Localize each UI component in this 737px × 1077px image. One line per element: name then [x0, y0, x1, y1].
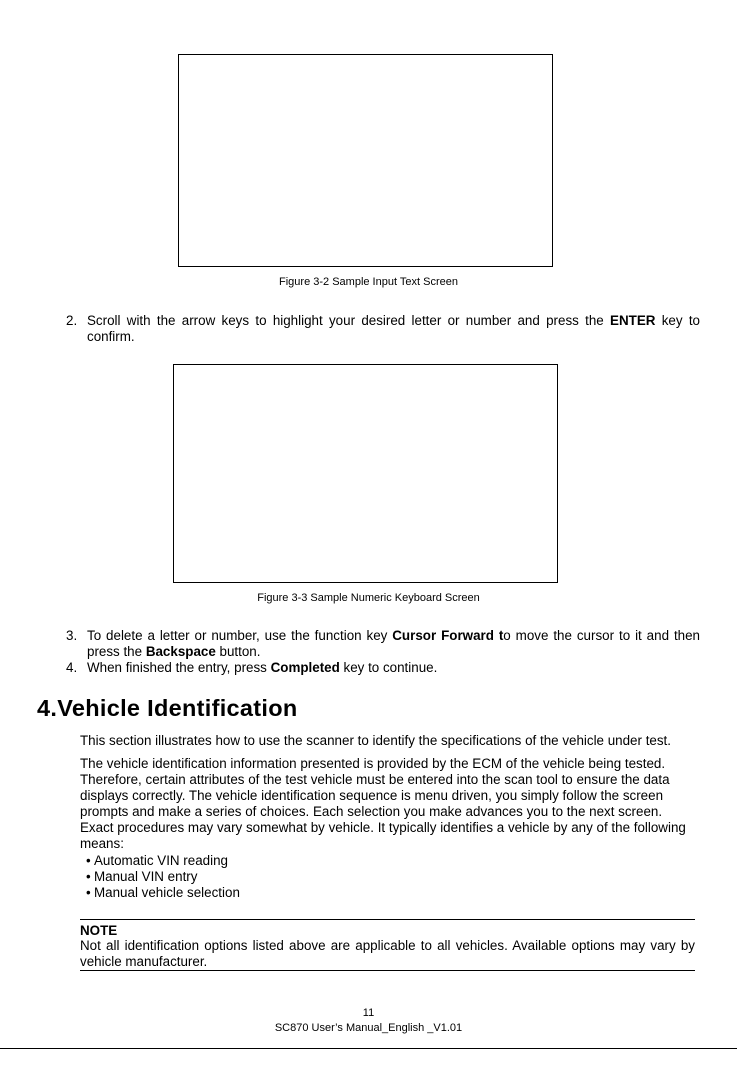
step-text-part: key to confirm.: [87, 313, 701, 344]
section-intro: This section illustrates how to use the scanner to identify the specifications of the vehicle under test.: [80, 733, 671, 748]
list-item-text: Automatic VIN reading: [94, 853, 228, 868]
page-number: 11: [362, 1007, 375, 1019]
page-bottom-rule: [0, 1048, 737, 1049]
step-4: [66, 660, 700, 676]
list-item: [86, 869, 240, 885]
step-text: [87, 313, 700, 345]
list-item: [86, 853, 240, 869]
identification-methods-list: [86, 853, 240, 901]
figure-3-3-caption: Figure 3-3 Sample Numeric Keyboard Screen: [257, 592, 480, 604]
manual-version: SC870 User’s Manual_English _V1.01: [274, 1022, 463, 1034]
key-backspace: Backspace: [145, 644, 216, 659]
step-3: [66, 628, 700, 660]
step-2: [66, 313, 700, 345]
step-number: 4.: [66, 660, 78, 675]
key-cursor-forward: Cursor Forward t: [392, 628, 504, 643]
note-title: NOTE: [80, 923, 118, 938]
note-top-rule: [80, 919, 695, 920]
step-text-part: button.: [215, 644, 261, 659]
step-text-part: key to continue.: [339, 660, 438, 675]
figure-3-2-image: [178, 54, 553, 267]
note-text: Not all identification options listed above are applicable to all vehicles. Available options may vary by vehicle manufacturer.: [80, 938, 695, 969]
step-text-part: To delete a letter or number, use the function key: [87, 628, 393, 643]
note-bottom-rule: [80, 970, 695, 971]
step-text-part: When finished the entry, press: [87, 660, 271, 675]
step-number: 2.: [66, 313, 78, 328]
list-item-text: Manual vehicle selection: [94, 885, 240, 900]
bullet-icon: •: [86, 853, 91, 868]
bullet-icon: •: [86, 885, 91, 900]
section-heading: 4.Vehicle Identification: [37, 695, 298, 721]
step-text: [87, 628, 700, 660]
step-number: 3.: [66, 628, 78, 643]
figure-3-2-caption: Figure 3-2 Sample Input Text Screen: [279, 276, 458, 288]
step-text-part: o move the cursor to it and then press the: [87, 628, 701, 659]
section-body: The vehicle identification information presented is provided by the ECM of the vehicle being tested. Therefore, certain attributes of the test vehicle must be entered into the scan tool to ensure the data displays correctly. The vehicle identification sequence is menu driven, you simply follow the screen prompts and make a series of choices. Each selection you make advances you to the next screen. Exact procedures may vary somewhat by vehicle. It typically identifies a vehicle by any of the following means:: [80, 756, 686, 851]
key-enter: ENTER: [610, 313, 656, 328]
bullet-icon: •: [86, 869, 91, 884]
step-text-part: Scroll with the arrow keys to highlight your desired letter or number and press the: [87, 313, 611, 328]
list-item-text: Manual VIN entry: [94, 869, 198, 884]
key-completed: Completed: [270, 660, 340, 675]
list-item: [86, 885, 240, 901]
figure-3-3-image: [173, 364, 558, 583]
step-text: [87, 660, 700, 676]
